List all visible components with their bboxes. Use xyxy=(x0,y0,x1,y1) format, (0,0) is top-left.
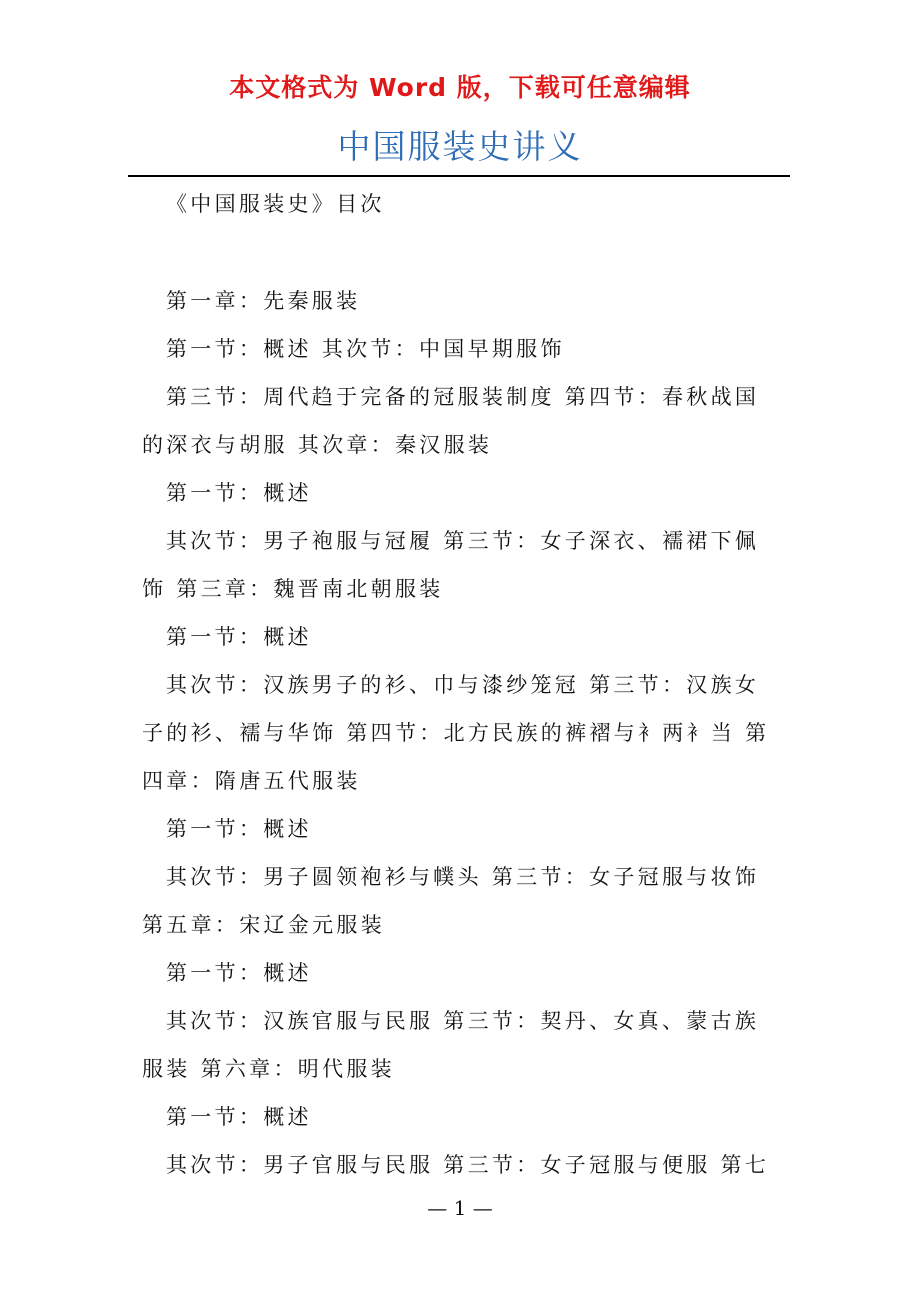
toc-line: 其次节：男子官服与民服 第三节：女子冠服与便服 第七 xyxy=(166,1153,770,1177)
toc-line: 第一节：概述 xyxy=(166,625,312,649)
toc-line: 其次节：男子圆领袍衫与幞头 第三节：女子冠服与妆饰 xyxy=(166,865,760,889)
format-notice: 本文格式为 Word 版，下载可任意编辑 xyxy=(229,73,691,102)
toc-line: 第一节：概述 其次节：中国早期服饰 xyxy=(166,337,565,361)
toc-line: 服装 第六章：明代服装 xyxy=(142,1057,395,1081)
toc-line: 第一节：概述 xyxy=(166,1105,312,1129)
toc-line: 第三节：周代趋于完备的冠服装制度 第四节：春秋战国 xyxy=(166,385,760,409)
toc-line: 第一节：概述 xyxy=(166,481,312,505)
toc-line: 饰 第三章：魏晋南北朝服装 xyxy=(142,577,444,601)
header-divider xyxy=(128,175,790,177)
toc-line: 其次节：男子袍服与冠履 第三节：女子深衣、襦裙下佩 xyxy=(166,529,760,553)
toc-line: 子的衫、襦与华饰 第四节：北方民族的裤褶与衤两衤当 第 xyxy=(142,721,770,745)
toc-line: 其次节：汉族男子的衫、巾与漆纱笼冠 第三节：汉族女 xyxy=(166,673,760,697)
toc-line: 第五章：宋辽金元服装 xyxy=(142,913,385,937)
document-title: 中国服装史讲义 xyxy=(337,127,583,166)
toc-line: 四章：隋唐五代服装 xyxy=(142,769,361,793)
toc-line: 第一节：概述 xyxy=(166,817,312,841)
toc-line: 的深衣与胡服 其次章：秦汉服装 xyxy=(142,433,493,457)
page-number: — 1 — xyxy=(427,1196,493,1220)
toc-heading: 《中国服装史》目次 xyxy=(166,192,385,216)
toc-line: 其次节：汉族官服与民服 第三节：契丹、女真、蒙古族 xyxy=(166,1009,760,1033)
toc-line: 第一节：概述 xyxy=(166,961,312,985)
toc-line: 第一章：先秦服装 xyxy=(166,289,361,313)
